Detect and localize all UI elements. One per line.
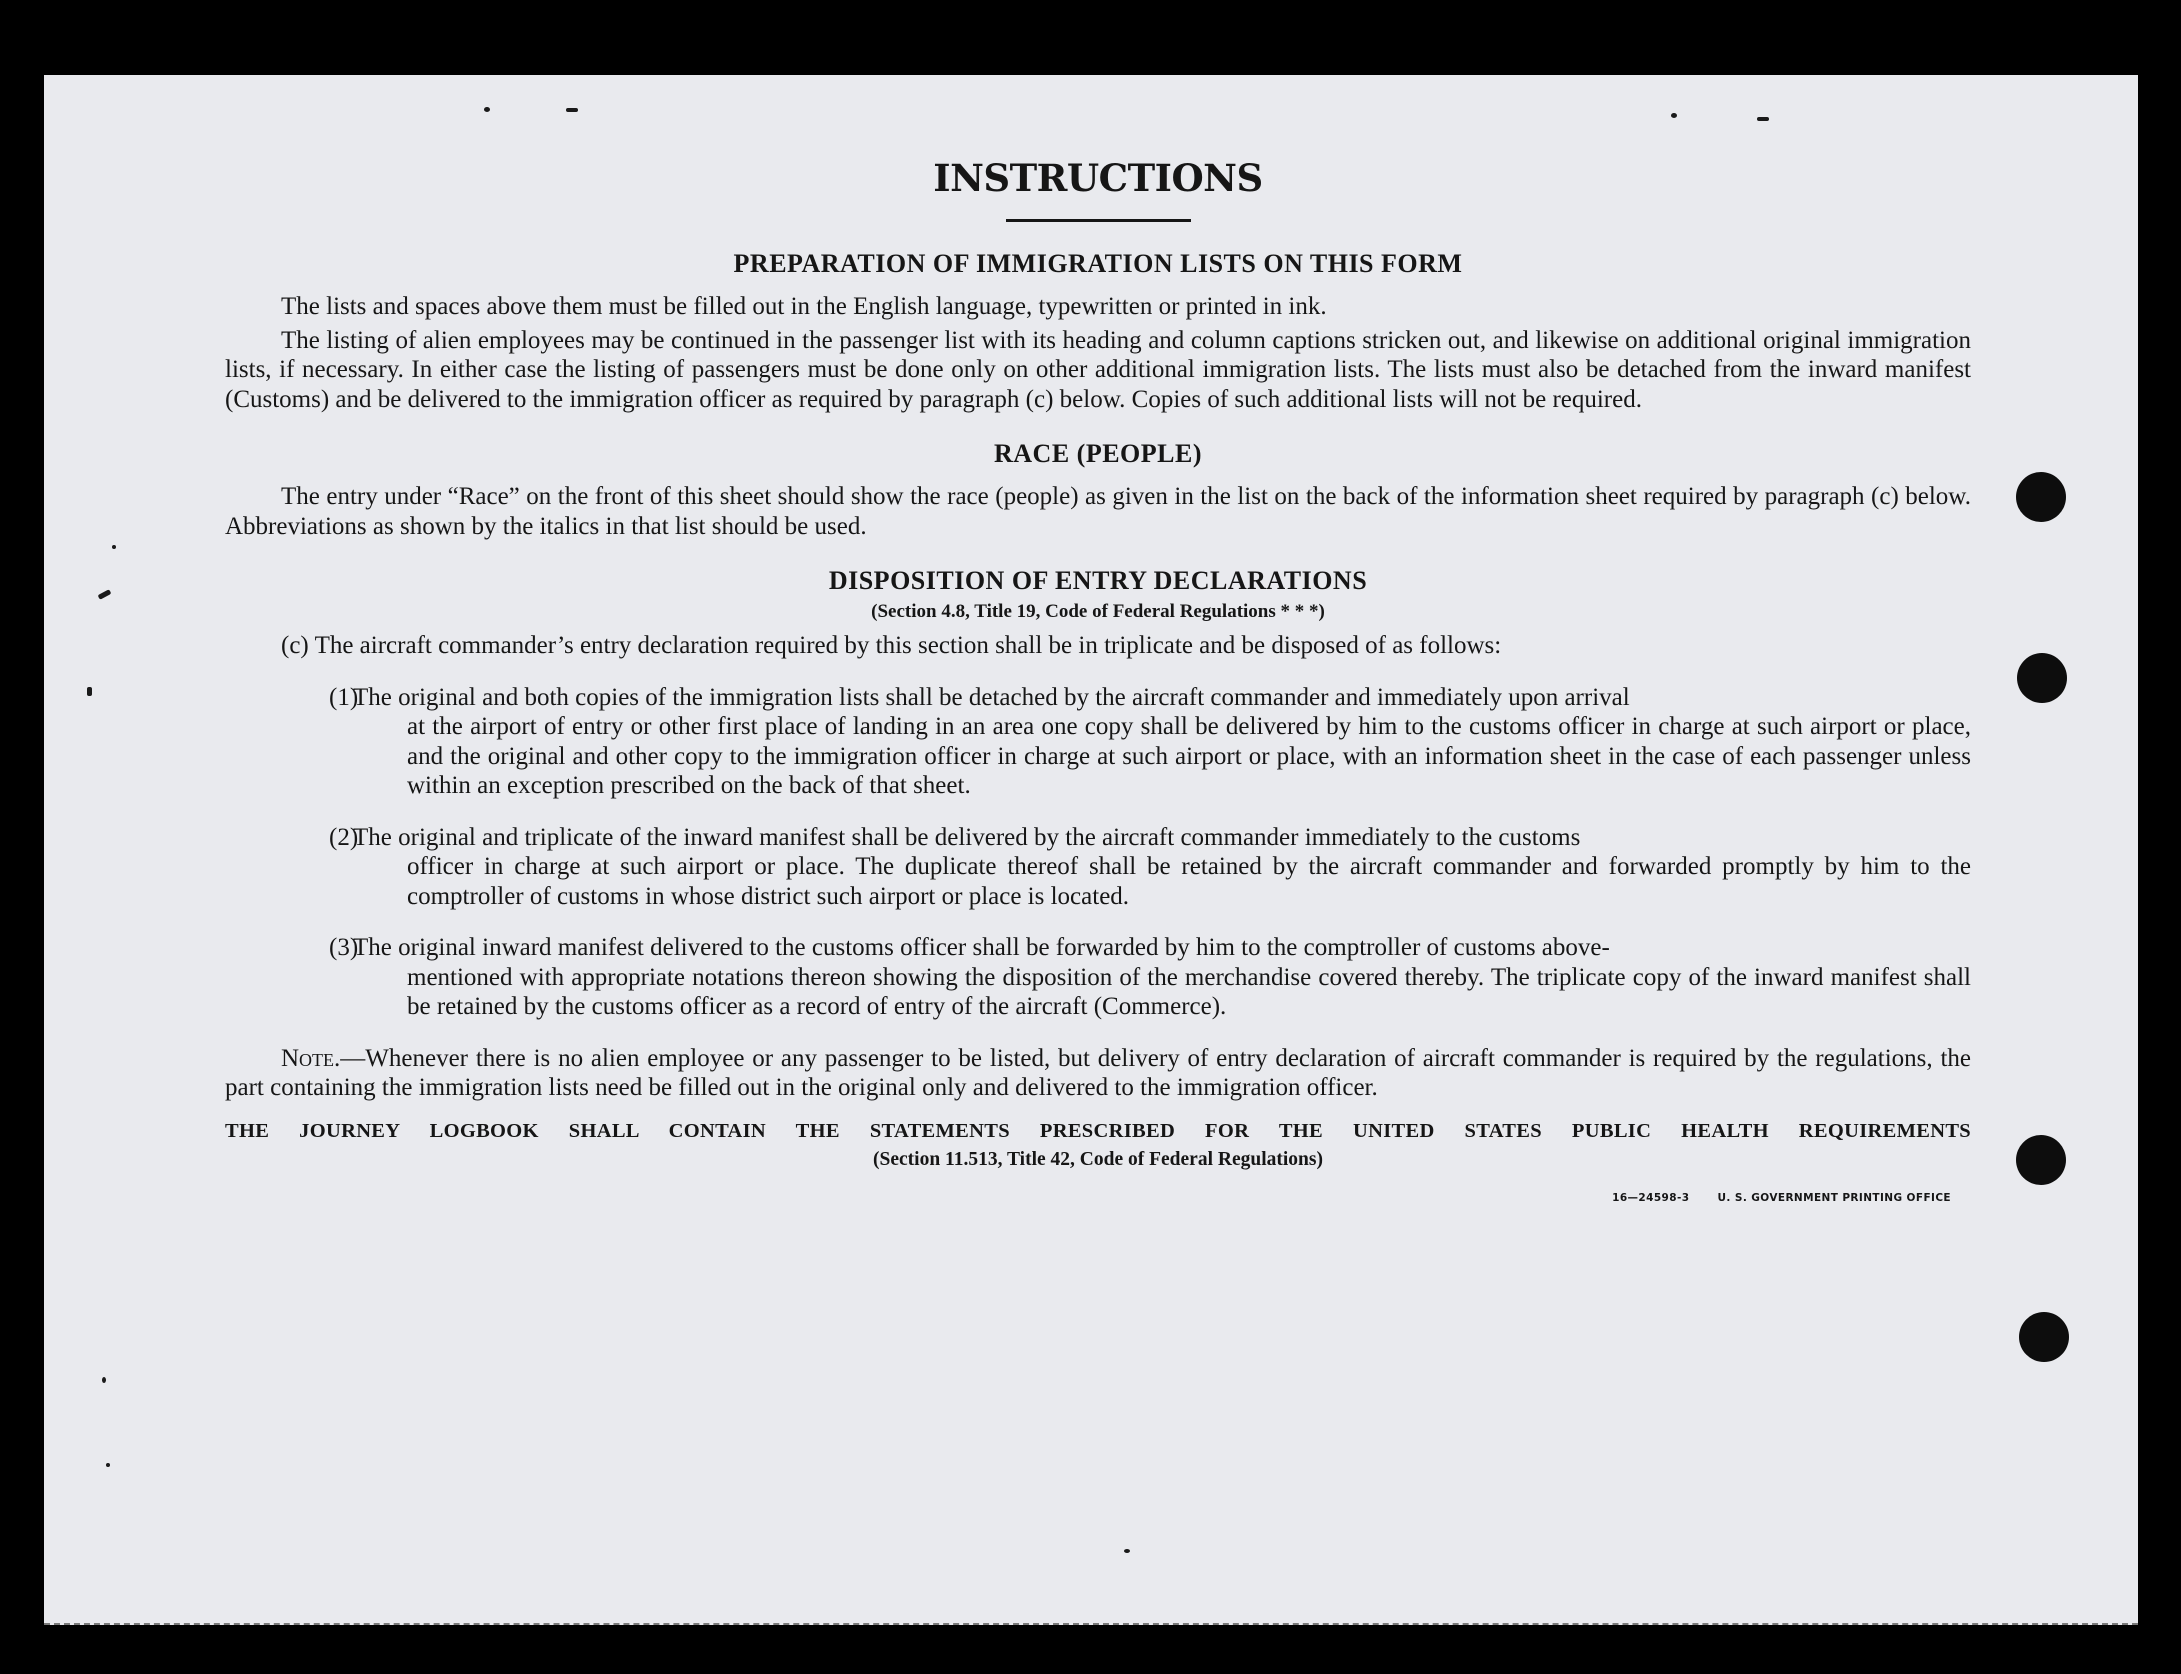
punch-hole — [2016, 472, 2066, 522]
perforation-line — [44, 1623, 2138, 1625]
item-text: at the airport of entry or other first place of landing in an area one copy shall be delivered by him to the customs officer in charge at such airport or place, and the original and other copy to the immigration officer in charge at such airport or place, with an information sheet in the case of each passenger unless within an exception prescribed on the back of that sheet. — [407, 713, 1971, 799]
clause-c — [281, 631, 1971, 661]
race-paragraph: The entry under “Race” on the front of this sheet should show the race (people) as given in the list on the back of the information sheet required by paragraph (c) below. Abbreviations as shown by the italics in that list should be used. — [225, 483, 1971, 540]
preparation-paragraph: The listing of alien employees may be continued in the passenger list with its heading and column captions stricken out, and likewise on additional original immigration lists, if necessary. In either case the listing of passengers must be done only on other additional immigration lists. The lists must also be detached from the inward manifest (Customs) and be delivered to the immigration officer as required by paragraph (c) below. Copies of such additional lists will not be required. — [225, 326, 1971, 413]
ink-speck — [98, 589, 112, 600]
item-text-first-line: The original inward manifest delivered to the customs officer shall be forwarded by him to the comptroller of customs above- — [353, 934, 1610, 961]
note-text: —Whenever there is no alien employee or any passenger to be listed, but delivery of entry declaration of aircraft commander is required by the regulations, the part containing the immigration lists need be filled out in the original only and delivered to the immigration officer. — [225, 1044, 1971, 1101]
punch-hole — [2016, 1135, 2066, 1185]
item-number: (3) — [329, 934, 359, 961]
ink-speck — [102, 1377, 106, 1383]
list-item — [225, 933, 1971, 1022]
item-text: officer in charge at such airport or place. The duplicate thereof shall be retained by the aircraft commander and forwarded promptly by him to the comptroller of customs in whose district such airport or place is located. — [407, 853, 1971, 910]
race-heading: RACE (PEOPLE) — [994, 439, 1202, 468]
logbook-citation: (Section 11.513, Title 42, Code of Federal Regulations) — [873, 1148, 1323, 1170]
list-item — [225, 823, 1971, 912]
ink-speck — [112, 545, 116, 549]
printer-imprint — [225, 1192, 1951, 1204]
ink-speck — [566, 108, 578, 112]
disposition-citation: (Section 4.8, Title 19, Code of Federal Regulations * * *) — [871, 601, 1325, 622]
ink-speck — [1757, 117, 1769, 121]
item-text-first-line: The original and both copies of the immigration lists shall be detached by the aircraft commander and immediately upon arrival — [353, 683, 1630, 711]
punch-hole — [2017, 653, 2067, 703]
item-number: (2) — [329, 823, 359, 851]
clause-c-label: (c) — [281, 632, 309, 659]
ink-speck — [1671, 113, 1677, 118]
title-rule — [1006, 219, 1191, 222]
disposition-heading: DISPOSITION OF ENTRY DECLARATIONS — [828, 566, 1368, 595]
ink-speck — [484, 107, 490, 112]
printer-name: U. S. GOVERNMENT PRINTING OFFICE — [1717, 1191, 1951, 1204]
page-title: INSTRUCTIONS — [933, 156, 1263, 200]
item-text: mentioned with appropriate notations thereon showing the disposition of the merchandise covered thereby. The triplicate copy of the inward manifest shall be retained by the customs officer as a record of entry of the aircraft (Commerce). — [407, 963, 1971, 1020]
ink-speck — [106, 1463, 110, 1467]
clause-c-text: The aircraft commander’s entry declaration required by this section shall be in triplicate and be disposed of as follows: — [314, 632, 1502, 659]
list-item — [225, 683, 1971, 801]
punch-hole — [2019, 1312, 2069, 1362]
preparation-heading: PREPARATION OF IMMIGRATION LISTS ON THIS FORM — [733, 249, 1463, 278]
ink-speck — [1124, 1549, 1130, 1553]
logbook-statement: THE JOURNEY LOGBOOK SHALL CONTAIN THE STATEMENTS PRESCRIBED FOR THE UNITED STATES PUBLIC HEALTH REQUIREMENTS — [225, 1119, 1971, 1142]
item-text-first-line: The original and triplicate of the inward manifest shall be delivered by the aircraft commander immediately to the customs — [353, 823, 1581, 851]
instructions-content — [225, 155, 1971, 1204]
item-number: (1) — [329, 683, 359, 711]
ink-speck — [87, 687, 92, 696]
note-paragraph — [225, 1044, 1971, 1103]
form-number: 16—24598-3 — [1612, 1191, 1690, 1204]
document-page — [44, 75, 2138, 1625]
note-lead: Note. — [281, 1044, 341, 1072]
preparation-paragraph: The lists and spaces above them must be filled out in the English language, typewritten or printed in ink. — [281, 293, 1327, 320]
